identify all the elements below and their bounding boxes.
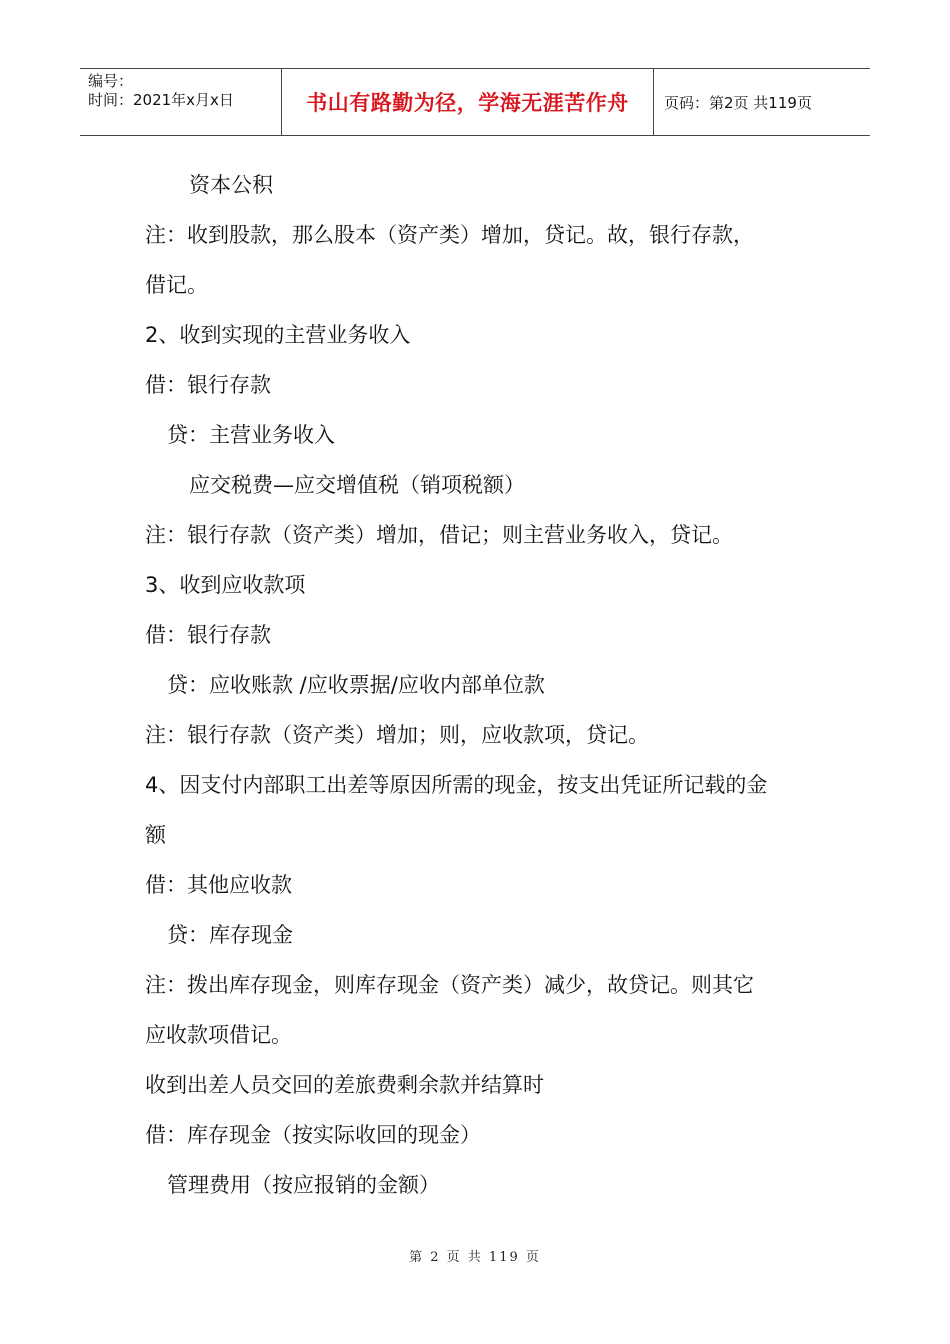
text-line: 注：银行存款（资产类）增加，借记；则主营业务收入，贷记。 <box>145 523 733 547</box>
page-header <box>80 68 870 136</box>
text-line: 贷：应收账款 /应收票据/应收内部单位款 <box>167 673 545 697</box>
document-body <box>145 160 825 1210</box>
section-heading: 3、收到应收款项 <box>145 573 306 597</box>
text-line: 注：拨出库存现金，则库存现金（资产类）减少，故贷记。则其它 <box>145 973 754 997</box>
text-line: 应收款项借记。 <box>145 1023 292 1047</box>
text-line: 注：银行存款（资产类）增加；则，应收款项，贷记。 <box>145 723 649 747</box>
header-motto: 书山有路勤为径，学海无涯苦作舟 <box>282 69 654 135</box>
header-meta <box>80 69 282 135</box>
text-line: 借：库存现金（按实际收回的现金） <box>145 1123 481 1147</box>
header-page-label: 页码：第2页 共119页 <box>664 93 812 112</box>
text-line: 借：其他应收款 <box>145 873 292 897</box>
section-heading: 2、收到实现的主营业务收入 <box>145 323 411 347</box>
text-line: 收到出差人员交回的差旅费剩余款并结算时 <box>145 1073 544 1097</box>
section-heading: 4、因支付内部职工出差等原因所需的现金，按支出凭证所记载的金 <box>145 773 768 797</box>
page-footer: 第 2 页 共 119 页 <box>409 1250 541 1265</box>
text-line: 借：银行存款 <box>145 623 271 647</box>
text-line: 借记。 <box>145 273 208 297</box>
text-line: 注：收到股款，那么股本（资产类）增加，贷记。故，银行存款， <box>145 223 754 247</box>
text-line: 贷：库存现金 <box>167 923 293 947</box>
text-line: 贷：主营业务收入 <box>167 423 335 447</box>
code-label: 编号： <box>88 72 134 90</box>
text-line: 资本公积 <box>189 173 273 197</box>
text-line: 额 <box>145 823 166 847</box>
date-label: 时间：2021年x月x日 <box>88 91 234 109</box>
text-line: 借：银行存款 <box>145 373 271 397</box>
text-line: 管理费用（按应报销的金额） <box>167 1173 440 1197</box>
text-line: 应交税费—应交增值税（销项税额） <box>189 473 525 497</box>
